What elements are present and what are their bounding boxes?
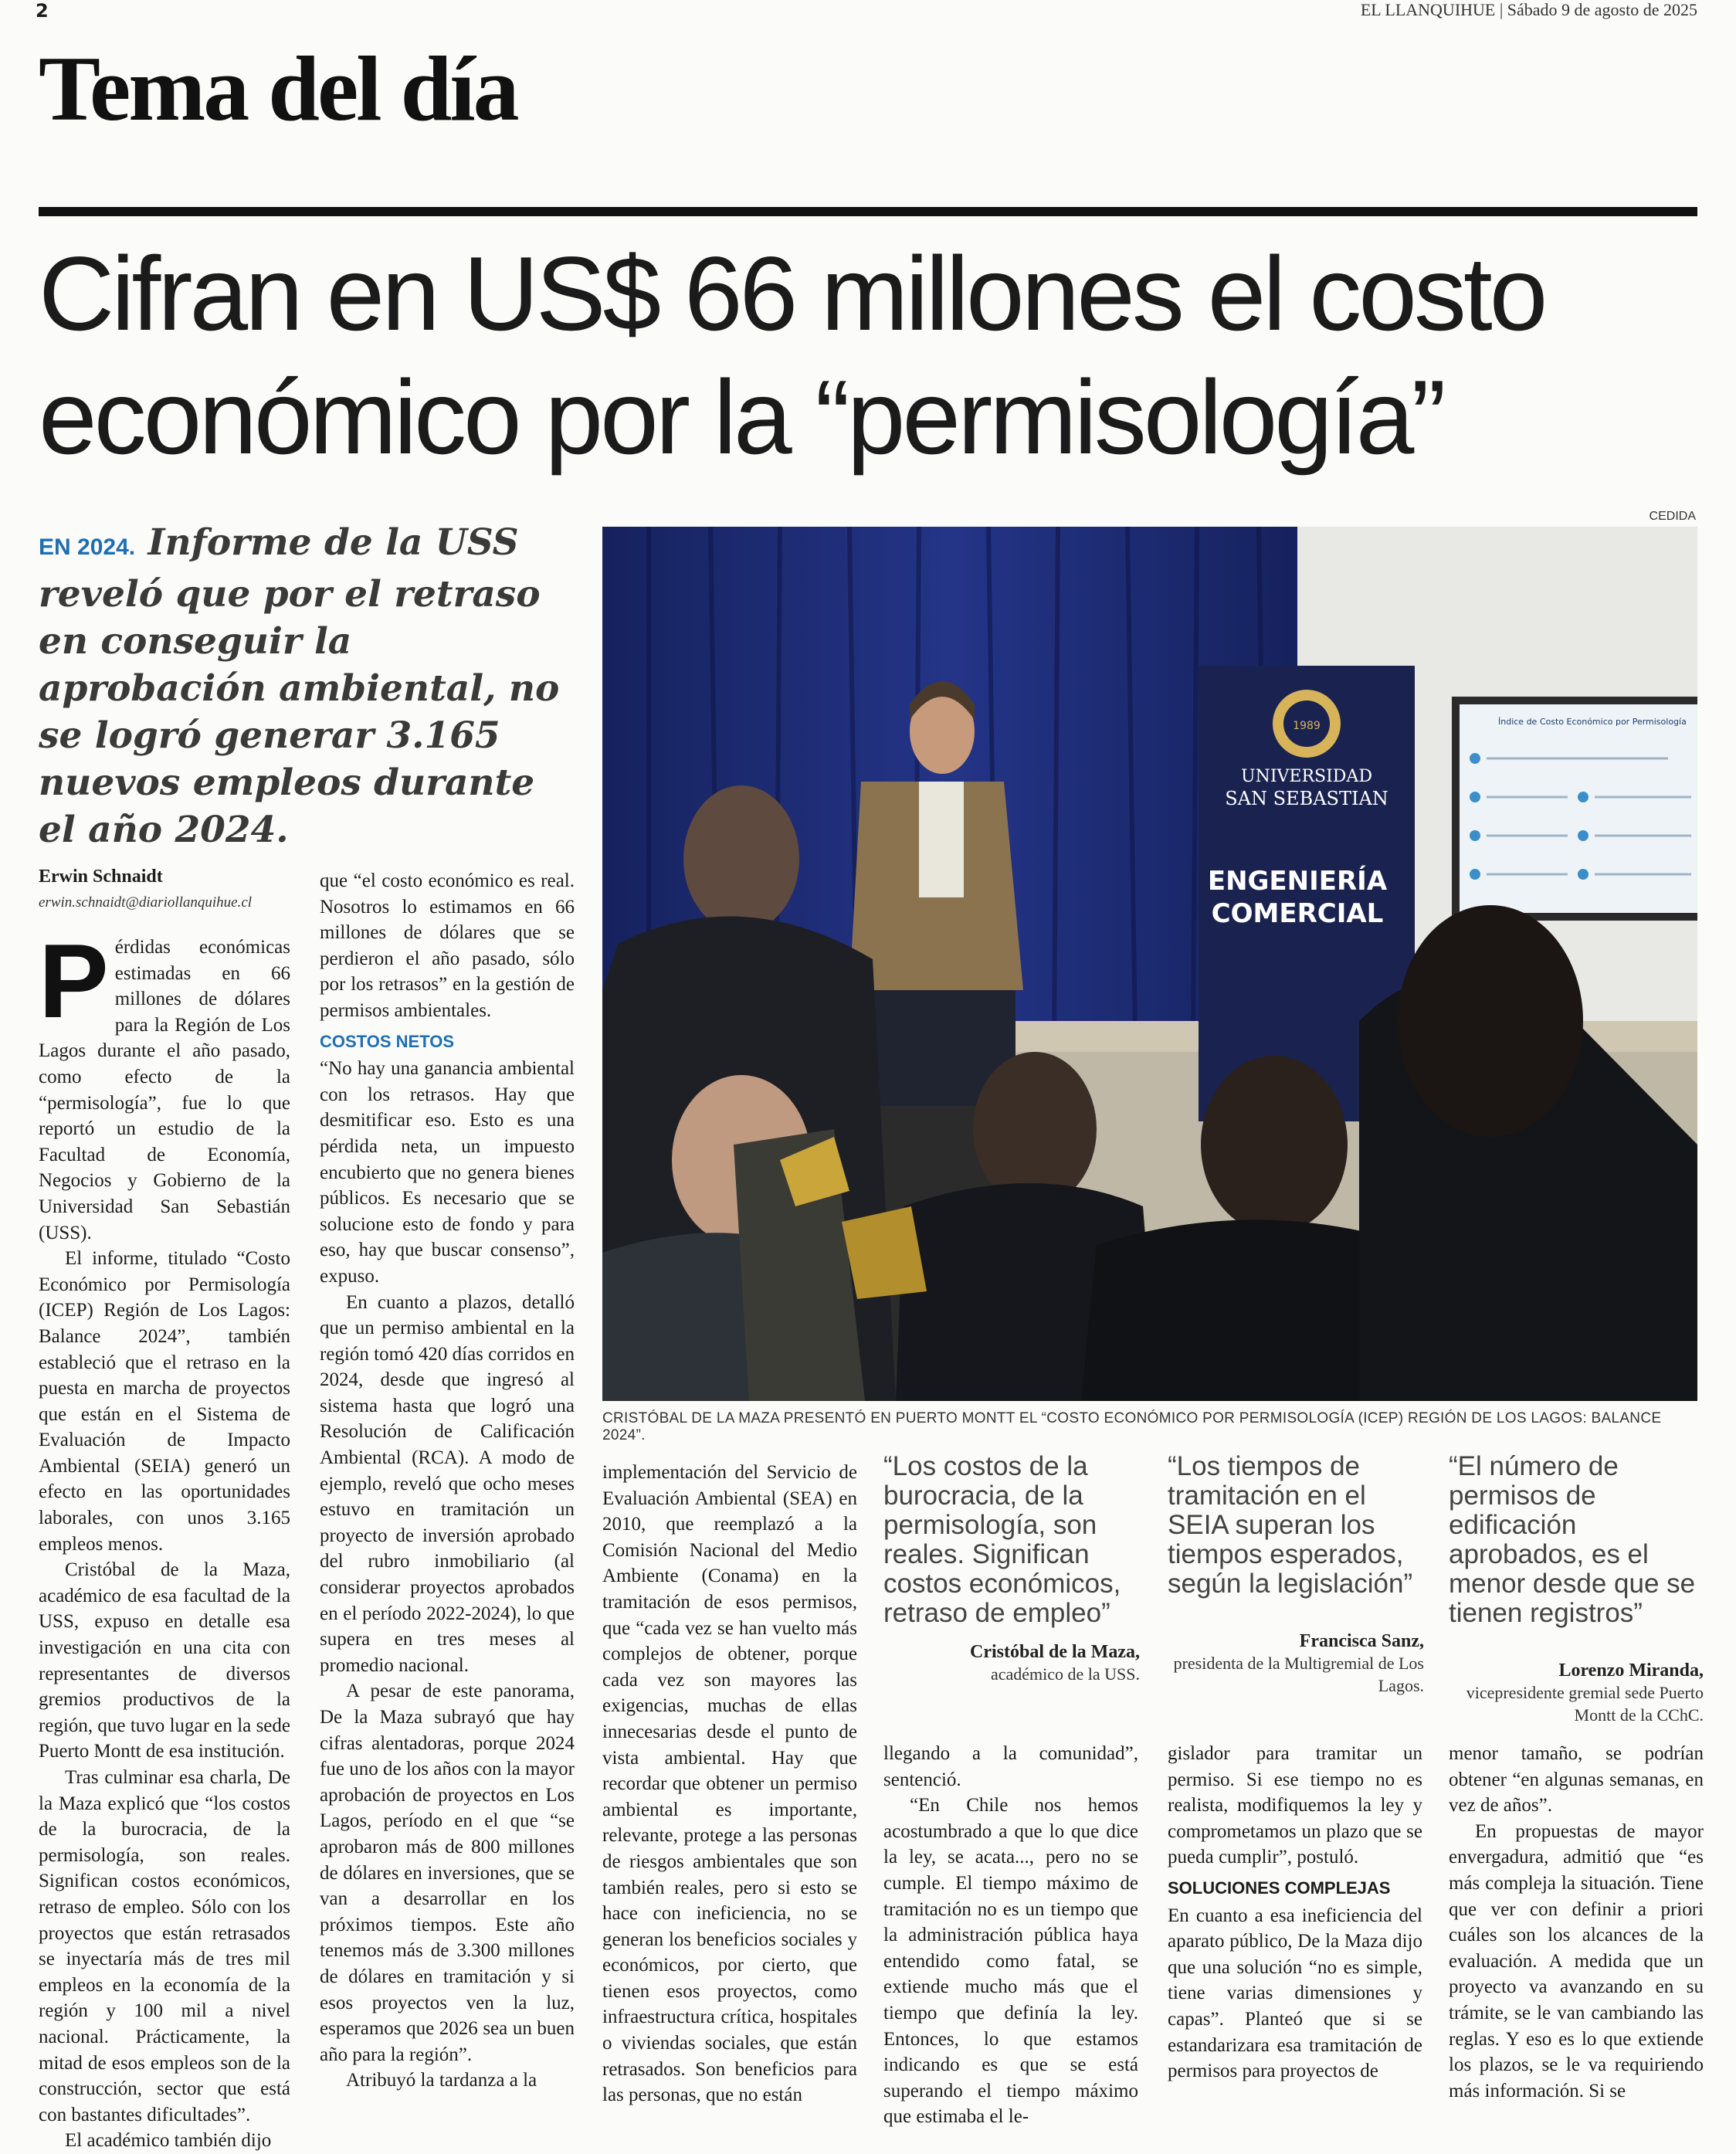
pull-quote-3-text: “El número de permisos de edificación aprobados, es el menor desde que se tienen registros” [1449,1451,1696,1628]
pull-quote-1-role: académico de la USS. [990,1664,1140,1684]
col1-paragraph-1: érdidas económicas estimadas en 66 millones de dólares para la Región de Los Lagos durante el año pasado, como efecto de la “permisología”, fue lo que reportó un estudio de la Facultad de Economía, Negocios y Gobierno de la Universidad San Sebastián (USS). [39,937,290,1243]
pull-quote-2-text: “Los tiempos de tramitación en el SEIA superan los tiempos esperados, según la legislación” [1168,1451,1413,1599]
pull-quote-1-text: “Los costos de la burocracia, de la permisología, son reales. Significan costos económicos, retraso de empleo” [883,1451,1121,1628]
col1-paragraph-2: El informe, titulado “Costo Económico por Permisología (ICEP) Región de Los Lagos: Balance 2024”, también estableció que el retraso en la puesta en marcha de proyectos que están en el Sistema de Evaluación de Impacto Ambiental (SEIA) generó un efecto en las oportunidades laborales, con unos 3.165 empleos menos. [39,1248,290,1555]
col3-paragraph-1: implementación del Servicio de Evaluación Ambiental (SEA) en 2010, que reemplazó a la Comisión Nacional del Medio Ambiente (Conama) en la tramitación de esos permisos, que “cada vez se han vuelto más complejos de obtener, porque cada vez son mayores las exigencias, muchas de ellas innecesarias desde el punto de vista ambiental. Hay que recordar que obtener un permiso ambiental es importante, relevante, protege a las personas de riesgos ambientales que son también reales, pero si esto se hace con ineficiencia, no se generan los beneficios sociales y económicos, por cierto, que tienen esos proyectos, como infraestructura crítica, hospitales o viviendas sociales, que están retrasados. Son beneficios para las personas, que no están [602,1462,857,2106]
col1-paragraph-4: Tras culminar esa charla, De la Maza explicó que “los costos de la burocracia, de la permisología, son reales. Significan costos económicos, retraso de empleo. Sólo con los proyectos que están retrasados se inyectaría más de tres mil empleos en la economía de la región y 100 mil a nivel nacional. Prácticamente, la mitad de esos empleos son de la construcción, sector que está con bastantes dificultades”. [39,1767,290,2125]
article-lead [39,519,579,853]
drop-cap: P [39,922,109,1040]
column-5 [1168,1741,1422,2084]
banner-seal-year: 1989 [1293,720,1321,732]
article-headline: Cifran en US$ 66 millones el costo económico por la “permisología” [39,235,1545,476]
col6-paragraph-2: En propuestas de mayor envergadura, admitió que “es más compleja la situación. Tiene que ver con definir a priori cuáles son los alcances de la evaluación. A medida que un proyecto va avanzando en su trámite, se le van cambiando las reglas. Y eso es lo que extiende los plazos, se le va requiriendo más información. Si se [1449,1820,1704,2101]
pull-quote-3 [1449,1452,1704,1726]
subhead-soluciones-complejas: SOLUCIONES COMPLEJAS [1168,1878,1391,1898]
col4-paragraph-2: “En Chile nos hemos acostumbrado a que lo que dice la ley, se acata..., pero no se cumple. El tiempo máximo de tramitación no es un tiempo que la administración pública haya entendido como fatal, se extiende mucho más que el tiempo que definía la ley. Entonces, lo que estamos indicando es que se está superando el tiempo máximo que estimaba el le- [883,1795,1138,2128]
column-2 [320,868,575,2094]
col2-paragraph-5: Atribuyó la tardanza a la [346,2070,537,2091]
pull-quote-2-role: presidenta de la Multigremial de Los Lagos. [1173,1654,1424,1695]
pull-quote-3-name: Lorenzo Miranda, [1558,1660,1704,1681]
screen-title: Índice de Costo Económico por Permisología [1498,717,1687,727]
masthead-date: EL LLANQUIHUE | Sábado 9 de agosto de 2025 [1360,0,1697,19]
banner-text-1: UNIVERSIDAD [1241,767,1372,786]
section-title: Tema del día [39,37,517,140]
photo-credit: CEDIDA [1649,510,1696,523]
pull-quote-3-role: vicepresidente gremial sede Puerto Montt de la CChC. [1466,1683,1704,1725]
lead-kicker: EN 2024. [39,534,136,560]
column-4 [883,1741,1138,2130]
col1-paragraph-3: Cristóbal de la Maza, académico de esa facultad de la USS, expuso en detalle esa investigación en una cita con representantes de diversos gremios productivos de la región, que tuvo lugar en la sede Puerto Montt de esa institución. [39,1559,290,1762]
col2-paragraph-3: En cuanto a plazos, detalló que un permiso ambiental en la región tomó 420 días corridos en 2024, desde que ingresó al sistema hasta que logró una Resolución de Calificación Ambiental (RCA). A modo de ejemplo, reveló que ocho meses estuvo en tramitación un proyecto de inversión aprobado del rubro inmobiliario (al considerar proyectos aprobados en el período 2022-2024), lo que supera en tres meses al promedio nacional. [320,1291,575,1676]
pull-quote-2 [1168,1452,1424,1697]
photo-caption: CRISTÓBAL DE LA MAZA PRESENTÓ EN PUERTO MONTT EL “COSTO ECONÓMICO POR PERMISOLOGÍA (ICEP) REGIÓN DE LOS LAGOS: BALANCE 2024”. [602,1410,1662,1443]
photo-illustration [602,527,1697,1401]
col5-paragraph-1: gislador para tramitar un permiso. Si ese tiempo no es realista, modifiquemos la ley y comprometamos un plazo que se pueda cumplir”, postuló. [1168,1743,1422,1868]
column-3 [602,1460,857,2108]
page-number: 2 [36,0,49,22]
col4-paragraph-1: llegando a la comunidad”, sentenció. [883,1743,1138,1790]
col1-paragraph-5: El académico también dijo [65,2130,272,2152]
section-rule [39,207,1697,216]
pull-quote-1 [883,1452,1140,1685]
col5-paragraph-2: En cuanto a esa ineficiencia del aparato público, De la Maza dijo que una solución “no es simple, tiene varias dimensiones y capas”. Planteó que si se estandarizara esa tramitación de permisos para proyectos de [1168,1905,1422,2082]
banner-text-4: COMERCIAL [1211,898,1384,929]
col2-paragraph-4: A pesar de este panorama, De la Maza subrayó que hay cifras alentadoras, porque 2024 fue uno de los años con la mayor aprobación de proyectos en Los Lagos, período en el que “se aprobaron más de 800 millones de dólares en inversiones, que se van a desarrollar en los próximos tiempos. Este año tenemos más de 3.300 millones de dólares en tramitación y si esos proyectos ven la luz, esperamos que 2026 sea un buen año para la región”. [320,1681,575,2065]
author-name: Erwin Schnaidt [39,867,163,887]
banner-text-3: ENGENIERÍA [1207,866,1388,897]
col2-paragraph-1: que “el costo económico es real. Nosotros lo estimamos en 66 millones de dólares que se perdieron el año pasado, sólo por los retrasos” en la gestión de permisos ambientales. [320,870,575,1021]
pull-quote-2-name: Francisca Sanz, [1299,1631,1424,1651]
article-photo [602,527,1697,1401]
column-6 [1449,1741,1704,2104]
subhead-costos-netos: COSTOS NETOS [320,1031,455,1051]
column-1 [39,922,290,2154]
pull-quote-1-name: Cristóbal de la Maza, [970,1642,1140,1662]
lead-text: Informe de la USS reveló que por el retraso en conseguir la aprobación ambiental, no se logró generar 3.165 nuevos empleos durante el año 2024. [39,521,560,851]
col6-paragraph-1: menor tamaño, se podrían obtener “en algunas semanas, en vez de años”. [1449,1743,1704,1816]
col2-paragraph-2: “No hay una ganancia ambiental con los retrasos. Hay que desmitificar eso. Esto es una pérdida neta, un impuesto encubierto que no genera bienes públicos. Es necesario que se solucione esto de fondo y para eso, hay que buscar consenso”, expuso. [320,1058,575,1287]
author-email: erwin.schnaidt@diariollanquihue.cl [39,894,253,911]
banner-text-2: SAN SEBASTIAN [1225,788,1388,809]
